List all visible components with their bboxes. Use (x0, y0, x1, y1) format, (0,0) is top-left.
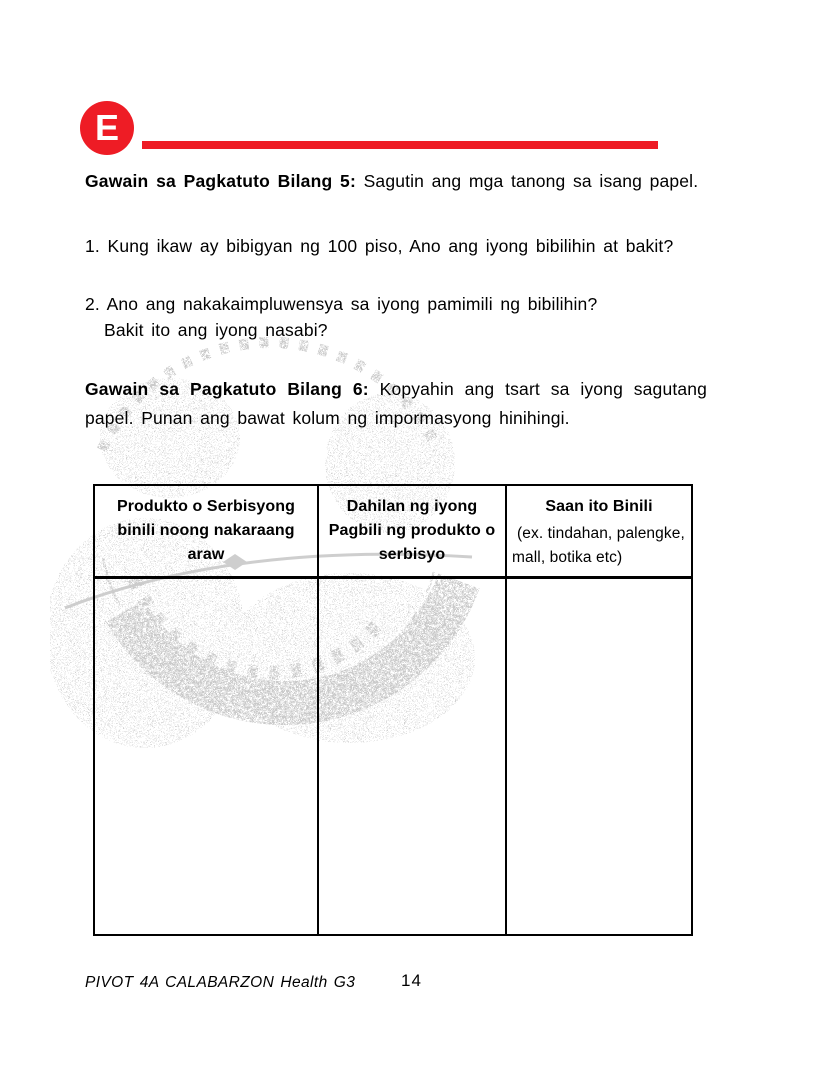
table-empty-cell-where (506, 578, 692, 935)
question-2 (85, 290, 709, 319)
table-header-product (94, 485, 318, 578)
table-header-where-label: Saan ito Binili (545, 498, 653, 515)
page-number: 14 (401, 971, 422, 990)
table-header-where-subtitle: (ex. tindahan, palengke, mall, botika etc) (512, 525, 685, 566)
activity6-title: Gawain sa Pagkatuto Bilang 6: (85, 379, 369, 399)
question-2-text: Ano ang nakakaimpluwensya sa iyong pamimili ng bibilihin? (106, 294, 598, 314)
question-1-text: Kung ikaw ay bibigyan ng 100 piso, Ano ang iyong bibilihin at bakit? (107, 236, 674, 256)
question-2-followup: Bakit ito ang iyong nasabi? (104, 320, 328, 340)
table-header-row (94, 485, 692, 578)
section-e-badge (80, 101, 134, 155)
table-answer-row (94, 578, 692, 935)
activity6-instruction: Kopyahin ang tsart sa iyong sagutang papel. Punan ang bawat kolum ng impormasyong hinihingi. (85, 379, 707, 428)
table-header-reason (318, 485, 506, 578)
question-1 (85, 232, 709, 261)
table-empty-cell-reason (318, 578, 506, 935)
worksheet-table (93, 484, 693, 936)
table-header-where (506, 485, 692, 578)
question-2-number: 2. (85, 294, 100, 314)
section-letter: E (94, 107, 119, 148)
footer-text: PIVOT 4A CALABARZON Health G3 (85, 974, 356, 991)
activity5-paragraph (85, 167, 707, 196)
section-divider-rule (142, 141, 658, 149)
activity6-paragraph (85, 375, 707, 433)
table-header-product-label: Produkto o Serbisyong binili noong nakaraang araw (116, 498, 296, 563)
activity5-instruction: Sagutin ang mga tanong sa isang papel. (363, 171, 699, 191)
table-empty-cell-product (94, 578, 318, 935)
table-header-reason-label: Dahilan ng iyong Pagbili ng produkto o serbisyo (328, 498, 496, 563)
question-1-number: 1. (85, 236, 100, 256)
activity5-title: Gawain sa Pagkatuto Bilang 5: (85, 171, 356, 191)
